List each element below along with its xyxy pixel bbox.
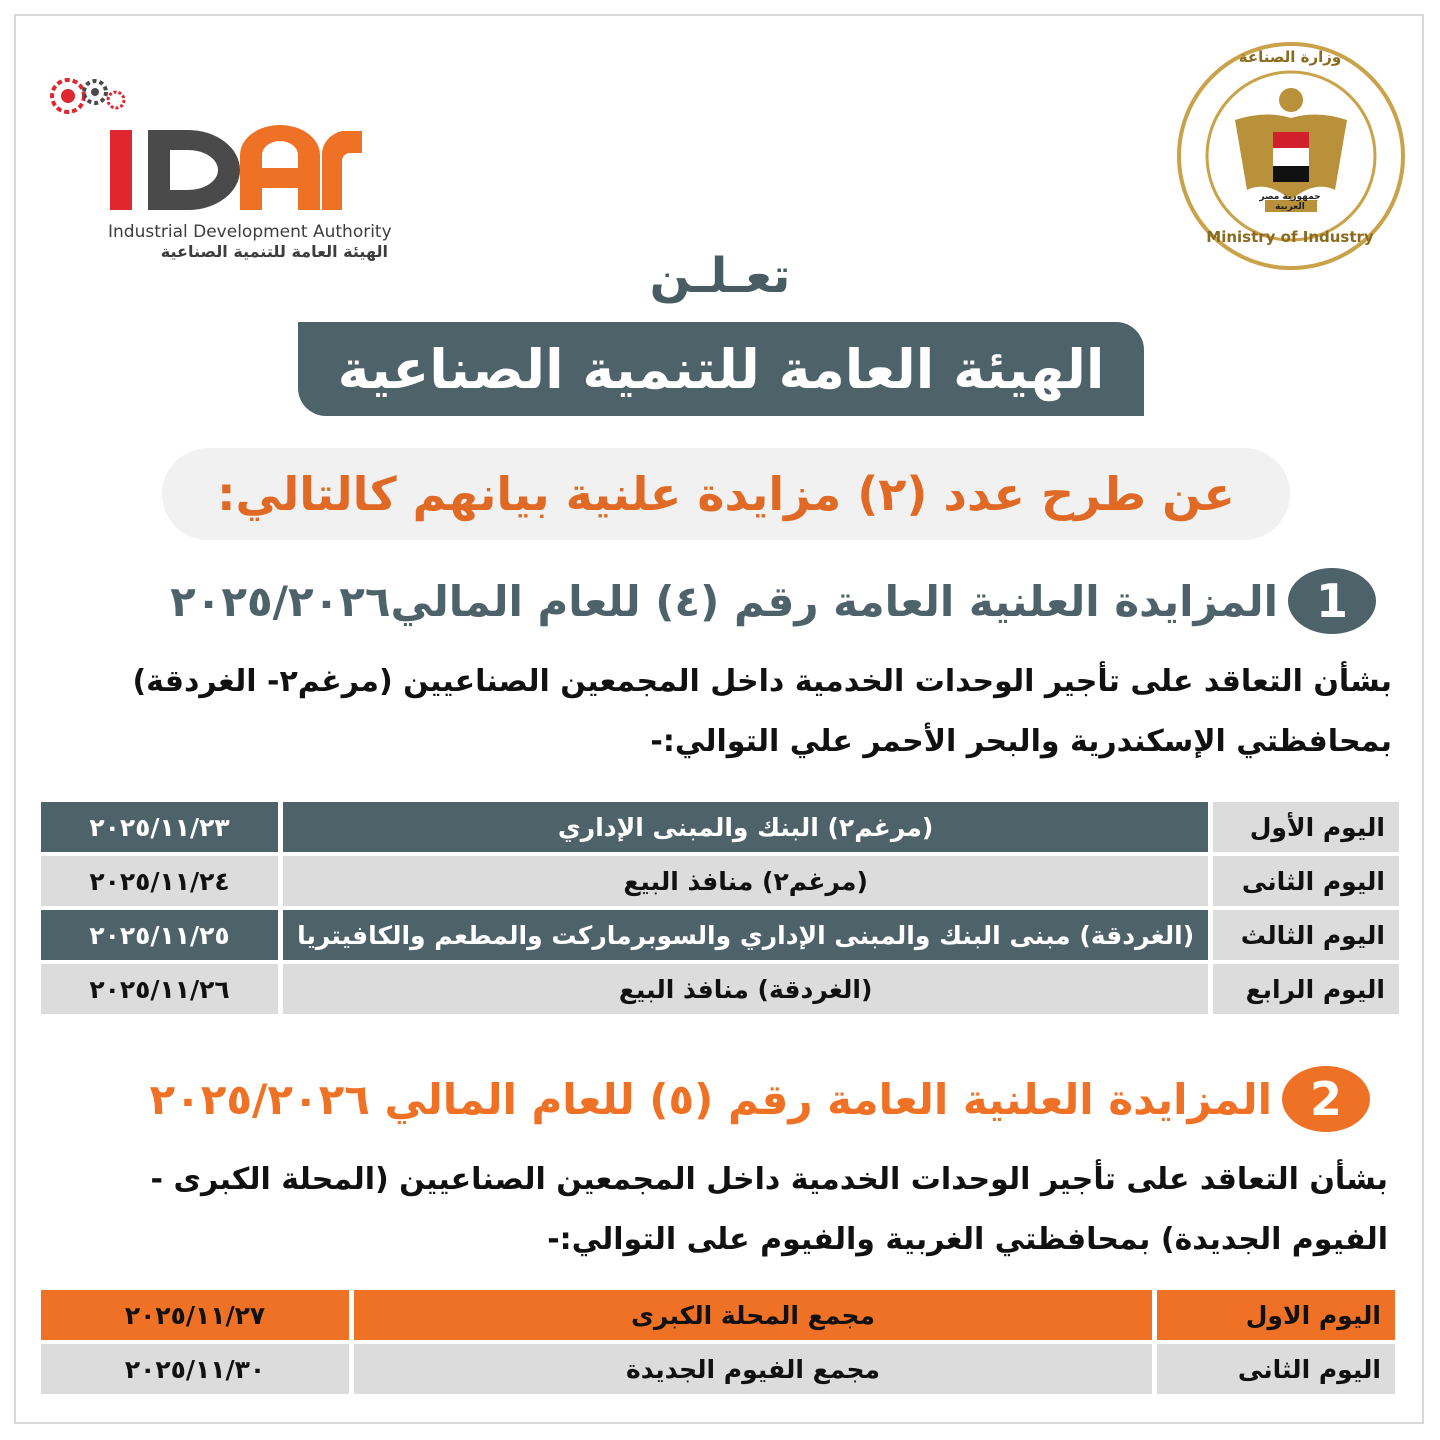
table-row — [41, 910, 1399, 960]
schedule-date: ٢٠٢٥/١١/٢٣ — [41, 802, 278, 852]
auction-2-desc-line-2: الفيوم الجديدة) بمحافظتي الغربية والفيوم على التوالي:- — [547, 1222, 1388, 1257]
announce-heading: تعـلـن — [649, 248, 791, 304]
seal-republic-ar: جمهورية مصر العربية — [1259, 192, 1321, 212]
table-row — [41, 802, 1399, 852]
auction-2-number-badge: 2 — [1282, 1066, 1370, 1132]
auction-1-heading — [170, 568, 1376, 634]
auction-2-description — [38, 1150, 1388, 1270]
auction-1-desc-line-2: بمحافظتي الإسكندرية والبحر الأحمر علي التوالي:- — [650, 724, 1392, 759]
auction-1-title: المزايدة العلنية العامة رقم (٤) للعام المالي٢٠٢٥/٢٠٢٦ — [170, 576, 1278, 626]
auction-2-schedule-table — [36, 1286, 1400, 1398]
schedule-day: اليوم الثالث — [1213, 910, 1399, 960]
schedule-day: اليوم الرابع — [1213, 964, 1399, 1014]
schedule-date: ٢٠٢٥/١١/٢٦ — [41, 964, 278, 1014]
seal-ministry-en: Ministry of Industry — [1206, 228, 1374, 246]
schedule-place: (الغردقة) منافذ البيع — [283, 964, 1208, 1014]
schedule-date: ٢٠٢٥/١١/٣٠ — [41, 1344, 349, 1394]
schedule-place: (مرغم٢) منافذ البيع — [283, 856, 1208, 906]
auction-1-number-badge: 1 — [1288, 568, 1376, 634]
gears-icon — [52, 80, 124, 112]
intro-banner — [162, 448, 1290, 540]
ida-name-en: Industrial Development Authority — [108, 222, 392, 242]
schedule-day: اليوم الثانى — [1213, 856, 1399, 906]
auction-2-title: المزايدة العلنية العامة رقم (٥) للعام المالي ٢٠٢٥/٢٠٢٦ — [149, 1074, 1272, 1124]
intro-text: عن طرح عدد (٢) مزايدة علنية بيانهم كالتالي: — [217, 467, 1235, 521]
schedule-place: (الغردقة) مبنى البنك والمبنى الإداري والسوبرماركت والمطعم والكافيتريا — [283, 910, 1208, 960]
schedule-day: اليوم الأول — [1213, 802, 1399, 852]
authority-title: الهيئة العامة للتنمية الصناعية — [337, 337, 1105, 401]
authority-banner — [298, 322, 1144, 416]
schedule-date: ٢٠٢٥/١١/٢٧ — [41, 1290, 349, 1340]
table-row — [41, 1344, 1395, 1394]
auction-2-desc-line-1: بشأن التعاقد على تأجير الوحدات الخدمية داخل المجمعين الصناعيين (المحلة الكبرى - — [150, 1162, 1388, 1197]
schedule-day: اليوم الثانى — [1157, 1344, 1395, 1394]
ida-name-ar: الهيئة العامة للتنمية الصناعية — [160, 242, 388, 261]
schedule-date: ٢٠٢٥/١١/٢٤ — [41, 856, 278, 906]
auction-1-description — [32, 652, 1392, 772]
table-row — [41, 1290, 1395, 1340]
schedule-day: اليوم الاول — [1157, 1290, 1395, 1340]
seal-ministry-ar: وزارة الصناعة — [1238, 48, 1342, 66]
schedule-place: مجمع الفيوم الجديدة — [354, 1344, 1152, 1394]
table-row — [41, 856, 1399, 906]
auction-2-heading — [149, 1066, 1370, 1132]
schedule-place: (مرغم٢) البنك والمبنى الإداري — [283, 802, 1208, 852]
auction-1-schedule-table — [36, 798, 1404, 1018]
auction-1-desc-line-1: بشأن التعاقد على تأجير الوحدات الخدمية داخل المجمعين الصناعيين (مرغم٢- الغردقة) — [132, 664, 1392, 699]
schedule-date: ٢٠٢٥/١١/٢٥ — [41, 910, 278, 960]
schedule-place: مجمع المحلة الكبرى — [354, 1290, 1152, 1340]
table-row — [41, 964, 1399, 1014]
